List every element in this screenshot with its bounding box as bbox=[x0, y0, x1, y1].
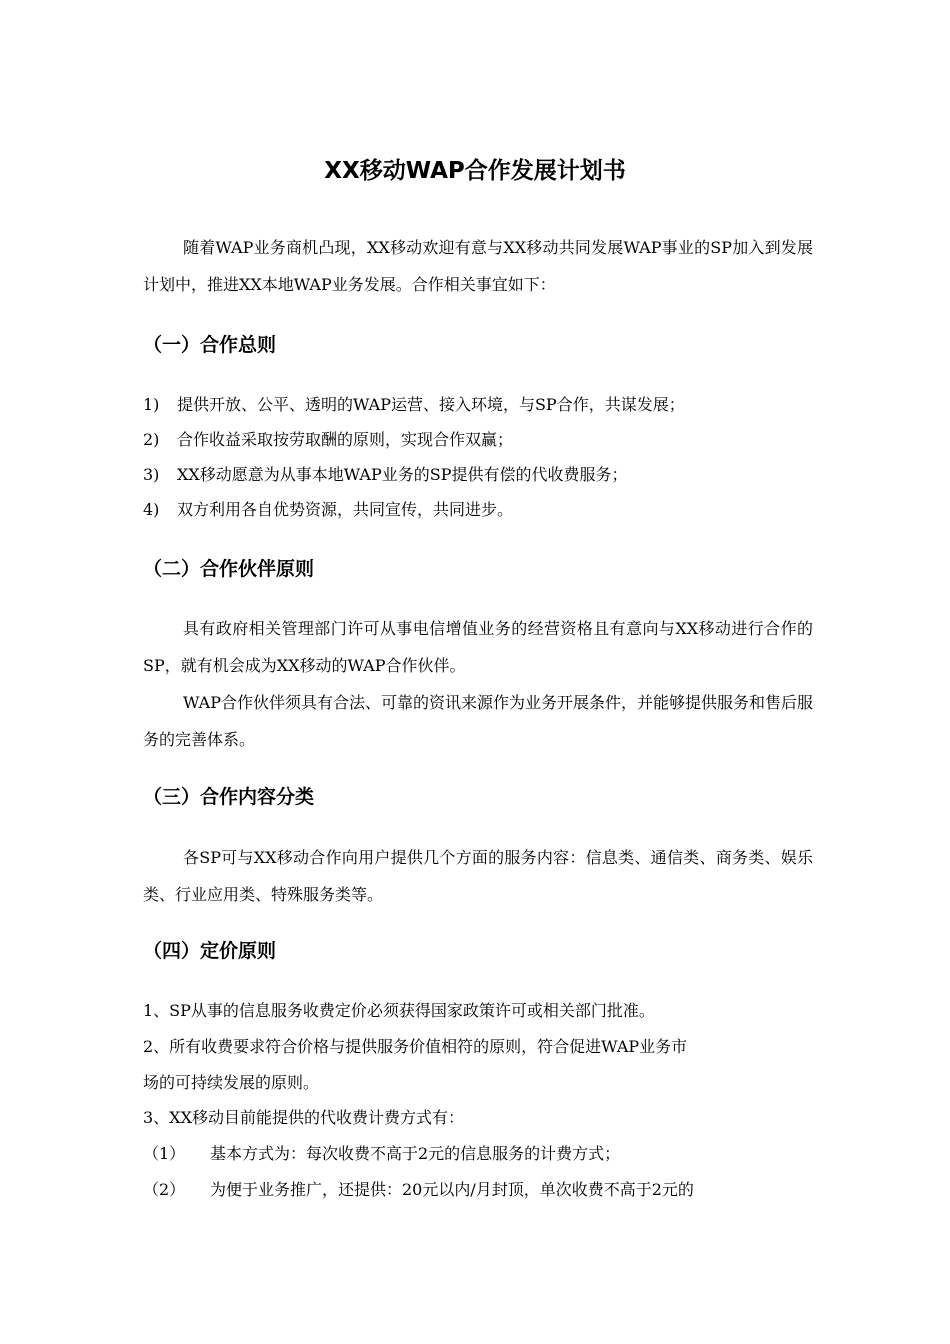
list-item bbox=[143, 463, 813, 487]
section-heading-general: （一）合作总则 bbox=[143, 334, 277, 356]
subitem-number: （1） bbox=[143, 1144, 186, 1163]
list-item-number: 3) bbox=[143, 465, 160, 484]
section-heading-content: （三）合作内容分类 bbox=[143, 786, 315, 808]
subitem-text: 为便于业务推广，还提供：20元以内/月封顶，单次收费不高于2元的 bbox=[210, 1180, 694, 1199]
list-item-text: 合作收益采取按劳取酬的原则，实现合作双赢； bbox=[177, 430, 514, 449]
list-item bbox=[143, 498, 813, 522]
pricing-subitem bbox=[143, 1142, 813, 1166]
partner-paragraph-1: 具有政府相关管理部门许可从事电信增值业务的经营资格且有意向与XX移动进行合作的SP，就有机会成为XX移动的WAP合作伙伴。 bbox=[143, 619, 813, 675]
subitem-text: 基本方式为：每次收费不高于2元的信息服务的计费方式； bbox=[210, 1144, 621, 1163]
partner-paragraph-2: WAP合作伙伴须具有合法、可靠的资讯来源作为业务开展条件，并能够提供服务和售后服务的完善体系。 bbox=[143, 693, 813, 749]
section-heading-pricing: （四）定价原则 bbox=[143, 940, 277, 962]
section-heading-partner: （二）合作伙伴原则 bbox=[143, 558, 315, 580]
subitem-number: （2） bbox=[143, 1180, 186, 1199]
pricing-subitem bbox=[143, 1178, 813, 1202]
content-paragraph: 各SP可与XX移动合作向用户提供几个方面的服务内容：信息类、通信类、商务类、娱乐类、行业应用类、特殊服务类等。 bbox=[143, 848, 813, 904]
list-item-number: 1) bbox=[143, 395, 160, 414]
list-item-number: 4) bbox=[143, 500, 160, 519]
document-title: XX移动WAP合作发展计划书 bbox=[324, 158, 626, 184]
pricing-line-3: 3、XX移动目前能提供的代收费计费方式有： bbox=[143, 1108, 464, 1127]
list-item bbox=[143, 393, 813, 417]
pricing-line-2: 2、所有收费要求符合价格与提供服务价值相符的原则，符合促进WAP业务市 bbox=[143, 1037, 688, 1056]
intro-paragraph: 随着WAP业务商机凸现，XX移动欢迎有意与XX移动共同发展WAP事业的SP加入到发展计划中，推进XX本地WAP业务发展。合作相关事宜如下： bbox=[143, 238, 813, 294]
list-item-text: 双方利用各自优势资源，共同宣传，共同进步。 bbox=[177, 500, 514, 519]
list-item-text: XX移动愿意为从事本地WAP业务的SP提供有偿的代收费服务； bbox=[177, 465, 628, 484]
list-item bbox=[143, 428, 813, 452]
pricing-line-1: 1、SP从事的信息服务收费定价必须获得国家政策许可或相关部门批准。 bbox=[143, 1001, 655, 1020]
list-item-text: 提供开放、公平、透明的WAP运营、接入环境，与SP合作，共谋发展； bbox=[177, 395, 685, 414]
list-item-number: 2) bbox=[143, 430, 160, 449]
pricing-line-2-cont: 场的可持续发展的原则。 bbox=[143, 1073, 320, 1092]
